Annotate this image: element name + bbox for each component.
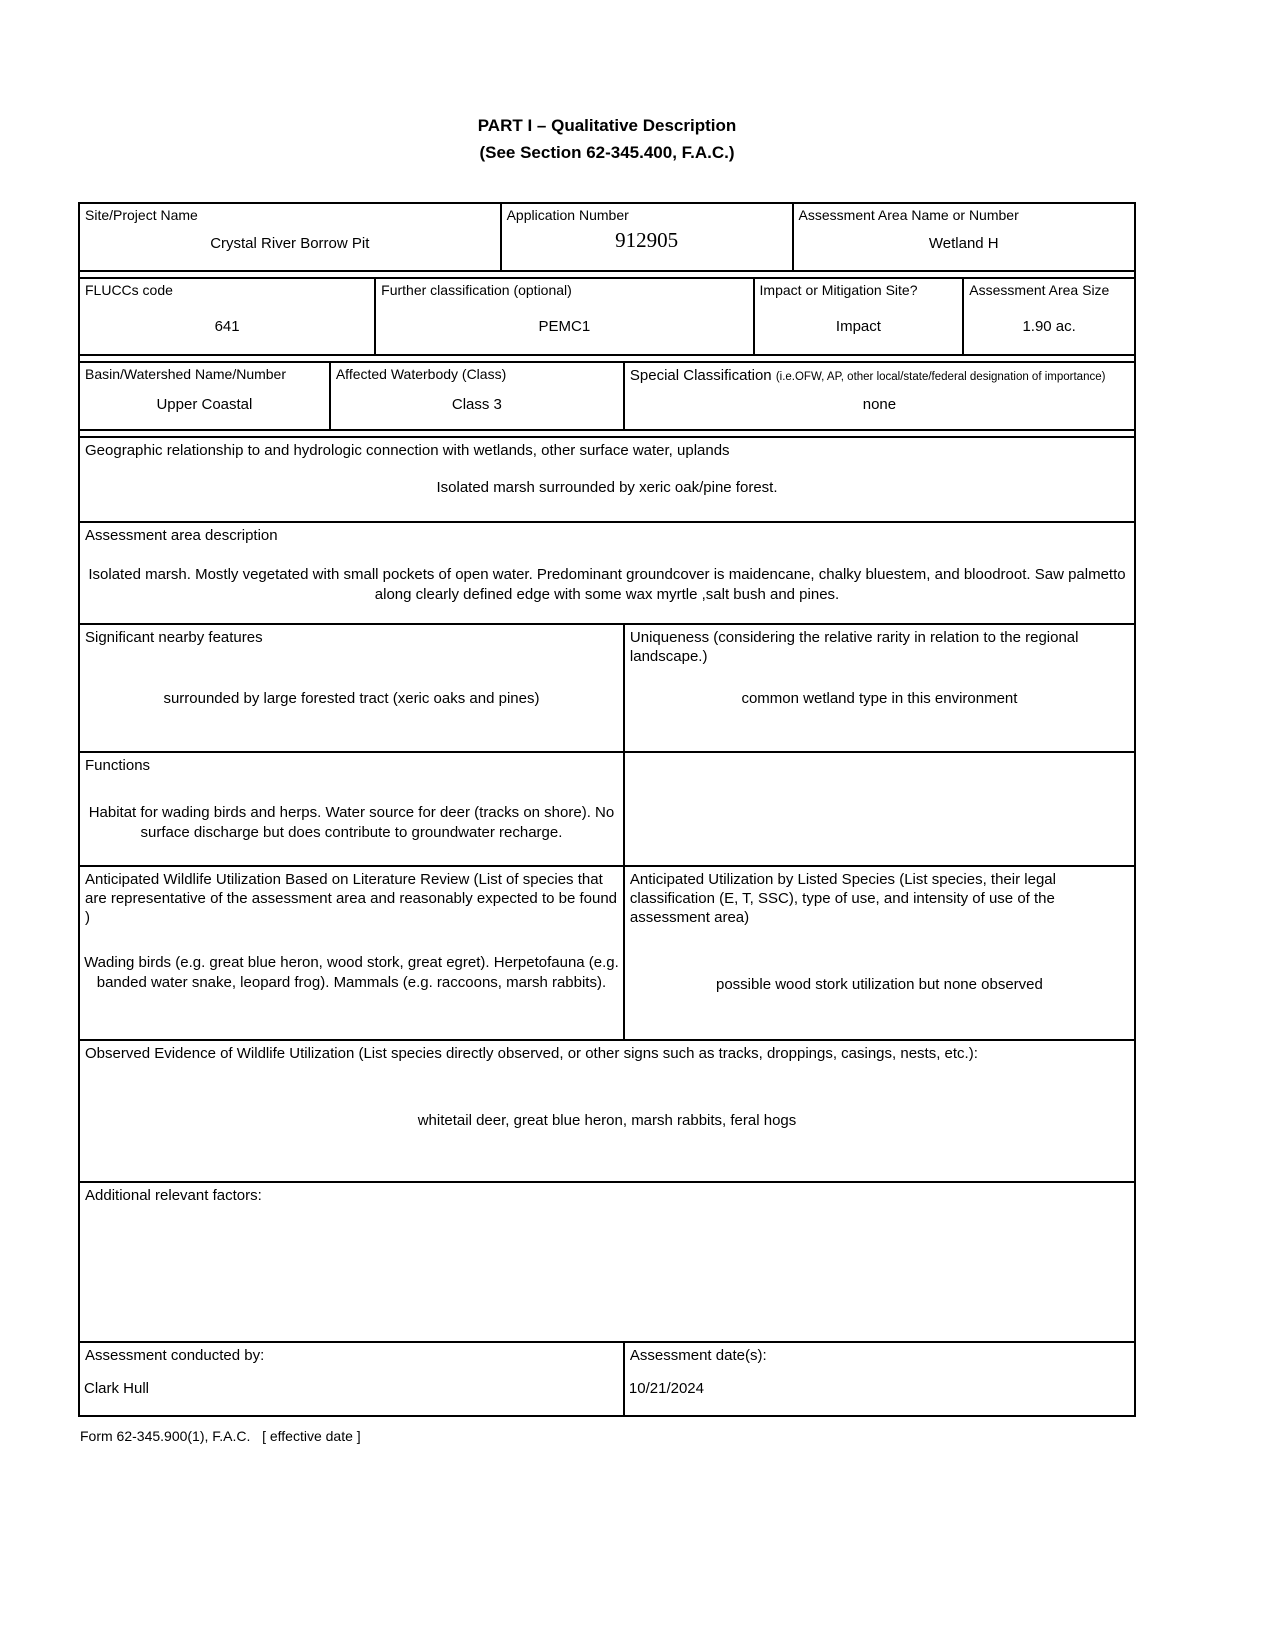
special-classification-label — [630, 366, 1129, 387]
form-title-line2: (See Section 62-345.400, F.A.C.) — [479, 143, 735, 162]
impact-or-mitigation-cell — [755, 279, 965, 354]
area-description-value: Isolated marsh. Mostly vegetated with small pockets of open water. Predominant groundcover is maidencane, chalky bluestem, and bloodroot. Saw palmetto along clearly defined edge with some wax myrtle ,salt bush and pines. — [88, 566, 1126, 603]
assessment-area-name-cell — [794, 204, 1134, 270]
fluccs-code-cell — [80, 279, 376, 354]
functions-empty-cell — [625, 753, 1134, 865]
application-number-label: Application Number — [506, 207, 629, 223]
site-project-name-value: Crystal River Borrow Pit — [210, 235, 370, 252]
conducted-by-value: Clark Hull — [84, 1380, 150, 1397]
area-description-cell — [80, 523, 1134, 623]
anticipated-wildlife-cell — [80, 867, 625, 1039]
row-functions — [80, 753, 1134, 867]
fluccs-code-value: 641 — [214, 318, 240, 335]
geographic-relationship-value: Isolated marsh surrounded by xeric oak/pine forest. — [436, 479, 778, 496]
basin-watershed-value: Upper Coastal — [156, 396, 253, 413]
anticipated-listed-value: possible wood stork utilization but none observed — [716, 976, 1043, 993]
row-conducted-by-dates — [80, 1343, 1134, 1415]
basin-watershed-label: Basin/Watershed Name/Number — [85, 366, 287, 382]
fluccs-code-label: FLUCCs code — [85, 282, 173, 298]
assessment-area-size-value: 1.90 ac. — [1022, 318, 1076, 335]
additional-factors-cell — [80, 1183, 1134, 1341]
assessment-area-size-cell — [964, 279, 1134, 354]
nearby-features-cell — [80, 625, 625, 751]
anticipated-listed-label: Anticipated Utilization by Listed Species (List species, their legal classification (E, T, SSC), type of use, and intensity of use of the assessment area) — [629, 871, 1056, 926]
spacer-row — [80, 431, 1134, 438]
row-observed-evidence — [80, 1041, 1134, 1183]
additional-factors-label: Additional relevant factors: — [85, 1187, 262, 1204]
further-classification-value: PEMC1 — [538, 318, 591, 335]
assessment-area-size-label: Assessment Area Size — [969, 282, 1110, 298]
site-project-name-cell — [80, 204, 502, 270]
uniqueness-label: Uniqueness (considering the relative rarity in relation to the regional landscape.) — [629, 629, 1079, 665]
row-fluccs-classification — [80, 279, 1134, 356]
anticipated-listed-cell — [625, 867, 1134, 1039]
spacer-row — [80, 272, 1134, 279]
affected-waterbody-label: Affected Waterbody (Class) — [335, 366, 507, 382]
row-nearby-uniqueness — [80, 625, 1134, 753]
impact-or-mitigation-label: Impact or Mitigation Site? — [759, 282, 918, 298]
form-number-footnote: Form 62-345.900(1), F.A.C. [ effective date ] — [80, 1428, 361, 1444]
anticipated-wildlife-value: Wading birds (e.g. great blue heron, wood stork, great egret). Herpetofauna (e.g. banded water snake, leopard frog). Mammals (e.g. raccoons, marsh rabbits). — [84, 954, 619, 991]
special-classification-label-note: (i.e.OFW, AP, other local/state/federal designation of importance) — [775, 371, 1106, 383]
assessment-dates-value: 10/21/2024 — [628, 1380, 704, 1397]
row-basin-waterbody-special — [80, 363, 1134, 431]
special-classification-value: none — [862, 396, 897, 413]
area-description-label: Assessment area description — [85, 527, 278, 544]
row-additional-factors — [80, 1183, 1134, 1343]
anticipated-wildlife-label: Anticipated Wildlife Utilization Based on Literature Review (List of species that are representative of the assessment area and reasonably expected to be found ) — [85, 871, 618, 926]
functions-cell — [80, 753, 625, 865]
uniqueness-cell — [625, 625, 1134, 751]
special-classification-cell — [625, 363, 1134, 429]
geographic-relationship-label: Geographic relationship to and hydrologic connection with wetlands, other surface water, uplands — [85, 442, 730, 459]
application-number-value: 912905 — [615, 228, 679, 252]
affected-waterbody-value: Class 3 — [451, 396, 502, 413]
further-classification-cell — [376, 279, 754, 354]
affected-waterbody-cell — [331, 363, 625, 429]
uniqueness-value: common wetland type in this environment — [741, 690, 1018, 707]
row-area-description — [80, 523, 1134, 625]
special-classification-label-main: Special Classification — [629, 367, 772, 384]
geographic-relationship-cell — [80, 438, 1134, 521]
observed-evidence-value: whitetail deer, great blue heron, marsh rabbits, feral hogs — [417, 1112, 797, 1129]
assessment-dates-cell — [625, 1343, 1134, 1415]
impact-or-mitigation-value: Impact — [835, 318, 881, 335]
observed-evidence-cell — [80, 1041, 1134, 1181]
assessment-dates-label: Assessment date(s): — [629, 1347, 767, 1364]
basin-watershed-cell — [80, 363, 331, 429]
qualitative-description-table — [78, 202, 1136, 1417]
form-title — [78, 112, 1136, 166]
further-classification-label: Further classification (optional) — [381, 282, 572, 298]
form-title-line1: PART I – Qualitative Description — [477, 116, 737, 135]
row-site-application-area — [80, 204, 1134, 272]
assessment-area-name-label: Assessment Area Name or Number — [798, 207, 1019, 223]
nearby-features-label: Significant nearby features — [85, 629, 263, 646]
site-project-name-label: Site/Project Name — [85, 207, 198, 223]
conducted-by-cell — [80, 1343, 625, 1415]
row-geographic-relationship — [80, 438, 1134, 523]
row-anticipated-utilization — [80, 867, 1134, 1041]
conducted-by-label: Assessment conducted by: — [85, 1347, 265, 1364]
nearby-features-value: surrounded by large forested tract (xeric oaks and pines) — [163, 690, 540, 707]
functions-value: Habitat for wading birds and herps. Water source for deer (tracks on shore). No surface discharge but does contribute to groundwater recharge. — [88, 804, 615, 841]
spacer-row — [80, 356, 1134, 363]
observed-evidence-label: Observed Evidence of Wildlife Utilization (List species directly observed, or other signs such as tracks, droppings, casings, nests, etc.): — [85, 1045, 978, 1062]
application-number-cell — [502, 204, 794, 270]
assessment-area-name-value: Wetland H — [928, 235, 999, 252]
functions-label: Functions — [85, 757, 151, 774]
